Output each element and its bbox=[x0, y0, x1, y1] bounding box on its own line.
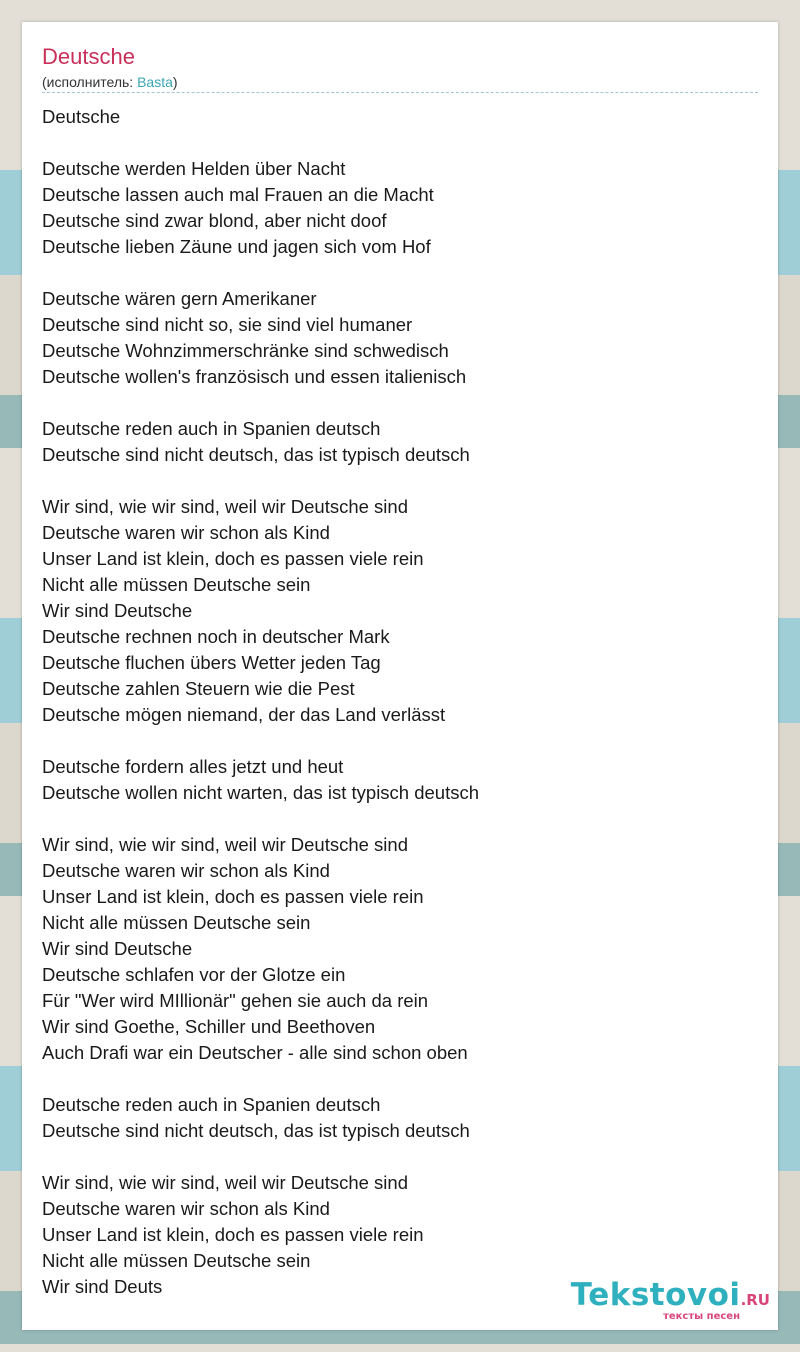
lyrics-blank-line bbox=[42, 806, 758, 832]
lyrics-line: Deutsche mögen niemand, der das Land verlässt bbox=[42, 704, 446, 725]
lyrics-card bbox=[22, 22, 778, 1330]
lyrics-text bbox=[42, 104, 758, 1300]
lyrics-line: Deutsche reden auch in Spanien deutsch bbox=[42, 1094, 381, 1115]
lyrics-line: Deutsche wollen nicht warten, das ist typisch deutsch bbox=[42, 782, 480, 803]
lyrics-line: Deutsche lieben Zäune und jagen sich vom Hof bbox=[42, 236, 431, 257]
lyrics-line: Deutsche sind nicht so, sie sind viel humaner bbox=[42, 314, 413, 335]
lyrics-line: Deutsche waren wir schon als Kind bbox=[42, 860, 330, 881]
lyrics-line: Deutsche rechnen noch in deutscher Mark bbox=[42, 626, 390, 647]
lyrics-line: Deutsche waren wir schon als Kind bbox=[42, 522, 330, 543]
logo-tagline: тексты песен bbox=[663, 1311, 740, 1322]
lyrics-line: Nicht alle müssen Deutsche sein bbox=[42, 574, 311, 595]
lyrics-line: Deutsche sind nicht deutsch, das ist typisch deutsch bbox=[42, 1120, 470, 1141]
lyrics-line: Wir sind Deuts bbox=[42, 1276, 163, 1297]
lyrics-line: Deutsche schlafen vor der Glotze ein bbox=[42, 964, 346, 985]
lyrics-blank-line bbox=[42, 728, 758, 754]
lyrics-blank-line bbox=[42, 468, 758, 494]
tekstovoi-logo bbox=[571, 1279, 770, 1322]
lyrics-line: Unser Land ist klein, doch es passen viele rein bbox=[42, 886, 424, 907]
lyrics-line: Deutsche waren wir schon als Kind bbox=[42, 1198, 330, 1219]
lyrics-line: Deutsche Wohnzimmerschränke sind schwedisch bbox=[42, 340, 449, 361]
artist-link[interactable]: Basta bbox=[137, 74, 173, 90]
lyrics-line: Unser Land ist klein, doch es passen viele rein bbox=[42, 548, 424, 569]
lyrics-line: Deutsche wollen's französisch und essen italienisch bbox=[42, 366, 467, 387]
lyrics-line: Für "Wer wird MIllionär" gehen sie auch da rein bbox=[42, 990, 429, 1011]
performer-line bbox=[42, 73, 178, 91]
lyrics-line: Auch Drafi war ein Deutscher - alle sind schon oben bbox=[42, 1042, 468, 1063]
lyrics-line: Wir sind Deutsche bbox=[42, 600, 193, 621]
lyrics-blank-line bbox=[42, 1066, 758, 1092]
lyrics-line: Nicht alle müssen Deutsche sein bbox=[42, 1250, 311, 1271]
lyrics-line: Deutsche fluchen übers Wetter jeden Tag bbox=[42, 652, 381, 673]
lyrics-line: Deutsche fordern alles jetzt und heut bbox=[42, 756, 344, 777]
lyrics-line: Wir sind Deutsche bbox=[42, 938, 193, 959]
lyrics-line: Wir sind Goethe, Schiller und Beethoven bbox=[42, 1016, 376, 1037]
lyrics-line: Deutsche reden auch in Spanien deutsch bbox=[42, 418, 381, 439]
performer-prefix: (исполнитель: bbox=[42, 74, 138, 90]
lyrics-blank-line bbox=[42, 390, 758, 416]
lyrics-line: Deutsche sind zwar blond, aber nicht doof bbox=[42, 210, 387, 231]
lyrics-line: Deutsche zahlen Steuern wie die Pest bbox=[42, 678, 355, 699]
lyrics-line: Nicht alle müssen Deutsche sein bbox=[42, 912, 311, 933]
lyrics-line: Wir sind, wie wir sind, weil wir Deutsche sind bbox=[42, 834, 408, 855]
lyrics-blank-line bbox=[42, 260, 758, 286]
lyrics-line: Deutsche wären gern Amerikaner bbox=[42, 288, 317, 309]
lyrics-line: Deutsche lassen auch mal Frauen an die Macht bbox=[42, 184, 434, 205]
lyrics-blank-line bbox=[42, 130, 758, 156]
performer-suffix: ) bbox=[172, 74, 178, 90]
lyrics-line: Deutsche werden Helden über Nacht bbox=[42, 158, 346, 179]
song-title: Deutsche bbox=[42, 44, 135, 69]
lyrics-line: Deutsche sind nicht deutsch, das ist typisch deutsch bbox=[42, 444, 470, 465]
title-divider bbox=[42, 92, 758, 93]
lyrics-line: Wir sind, wie wir sind, weil wir Deutsche sind bbox=[42, 496, 408, 517]
logo-name: Tekstovoi bbox=[570, 1277, 741, 1313]
lyrics-line: Wir sind, wie wir sind, weil wir Deutsche sind bbox=[42, 1172, 408, 1193]
logo-tld: .RU bbox=[740, 1291, 770, 1309]
lyrics-line: Deutsche bbox=[42, 106, 121, 127]
lyrics-line: Unser Land ist klein, doch es passen viele rein bbox=[42, 1224, 424, 1245]
lyrics-blank-line bbox=[42, 1144, 758, 1170]
